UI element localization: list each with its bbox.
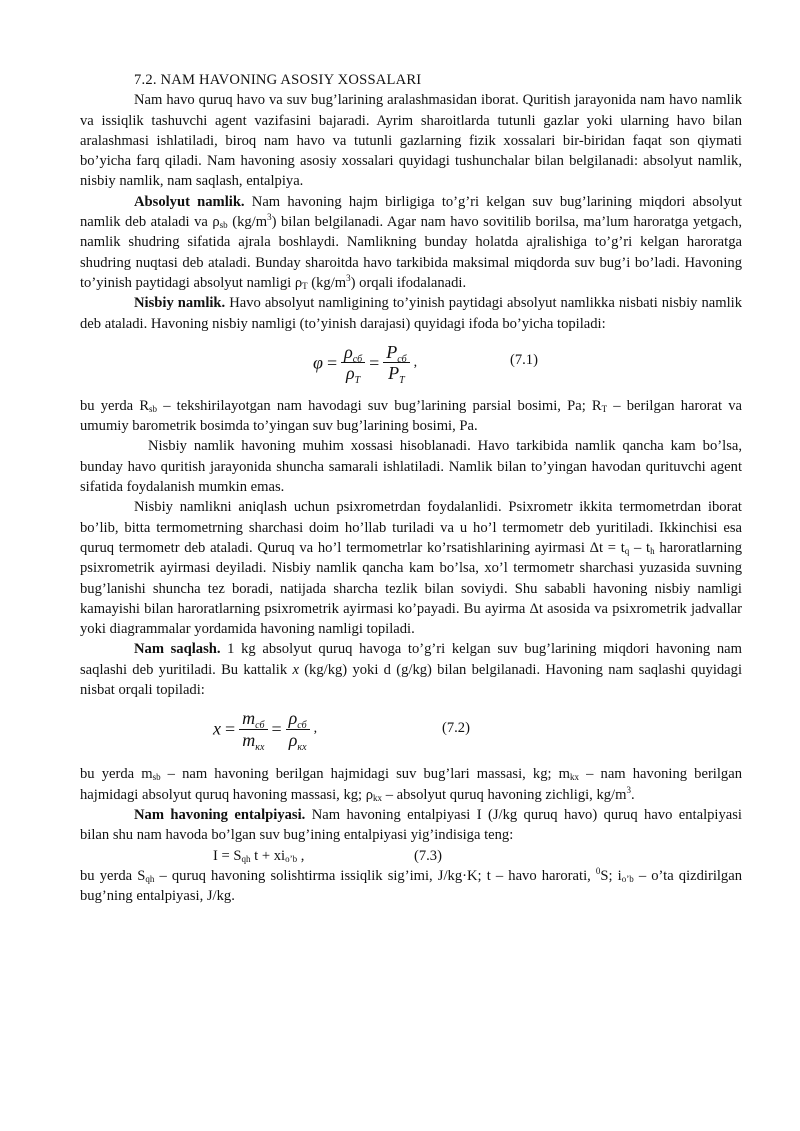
paragraph-psychrometer: Nisbiy namlikni aniqlash uchun psixrometrdan foydalanlidi. Psixrometr ikkita termometrdan iborat bo’lib, bitta termometrning sharchasi doim ho’llab turiladi va u ho’l termometr deb yuritiladi. Ikkinchisi esa quruq termometr deb ataladi. Quruq va ho’l termometrlar ko’rsatishlarining ayirmasi $\Delta t = t_q - t_h$ haroratlarning psixrometrik ayirmasi deyiladi. Nisbiy namlik qancha kam bo’lsa, xo’l termometr sharchasi yuzasida suvning bug’lanishi shuncha tez boradi, natijada sharcha tezlik bilan soviydi. Shu sababli havoning nisbiy namligi kamayishi bilan haroratlarning psixrometrik ayirmasi ko’payadi. Bu ayirma Δt asosida va psixrometrik jadvallar yoki diagrammalar yordamida havoning namligi topiladi. (80, 499, 742, 638)
paragraph-enthalpy: Nam havoning entalpiyasi. Nam havoning entalpiyasi I (J/kg quruq havo) quruq havo entalpiyasi bilan shu nam havoda bo’lgan suv bug’ining entalpiyasi yig’indisiga teng: (80, 806, 742, 844)
term-relative-humidity: Nisbiy namlik. (134, 295, 226, 312)
term-absolute-humidity: Absolyut namlik. (134, 193, 245, 210)
term-moisture-content: Nam saqlash. (134, 641, 221, 658)
document-page (80, 70, 742, 906)
paragraph-intro: Nam havo quruq havo va suv bug’larining aralashmasidan iborat. Quritish jarayonida nam havo namlik va issiqlik tashuvchi agent vazifasini bajaradi. Ayrim sharoitlarda tutunli gazlar yoki ularning havo bilan aralashmasi ishlatiladi, biroq nam havo va tutunli gazlarning fizik xossalari bir-biridan faqat son qiymati bo’yicha farq qiladi. Nam havoning asosiy xossalari quyidagi tushunchalar bilan belgilanadi: absolyut namlik, nisbiy namlik, nam saqlash, entalpiya. (80, 92, 742, 190)
formula-7-3: $I = S_{qh}$ $t + xi_{o’b}$ , (7.3) (80, 846, 742, 866)
paragraph-moisture-content: Nam saqlash. 1 kg absolyut quruq havoga to’g’ri kelgan suv bug’larining miqdori havoning nam saqlashi deb yuritiladi. Bu kattalik x (kg/kg) yoki d (g/kg) bilan belgilanadi. Havoning nam saqlashi quyidagi nisbat orqali topiladi: (80, 641, 743, 699)
paragraph-where-2: bu yerda $m_{sb}$ – nam havoning berilgan hajmidagi suv bug’lari massasi, kg; $m_{kx}$ – nam havoning berilgan hajmidagi absolyut quruq havoning massasi, kg; $\rho_{kx}$ – absolyut quruq havoning zichligi, $kg/m^3$. (80, 766, 742, 803)
section-heading: 7.2. NAM HAVONING ASOSIY XOSSALARI (134, 72, 422, 88)
paragraph-relative-humidity: Nisbiy namlik. Havo absolyut namligining to’yinish paytidagi absolyut namlikka nisbati nisbiy namlik deb ataladi. Havoning nisbiy namligi (to’yinish darajasi) quyidagi ifoda bo’yicha topiladi: (80, 295, 742, 332)
paragraph-relative-importance: Nisbiy namlik havoning muhim xossasi hisoblanadi. Havo tarkibida namlik qancha kam bo’lsa, bunday havo quritish jarayonida shuncha samarali ishlatiladi. Namlik bilan to’yingan havodan qurituvchi agent sifatida foydalanish mumkin emas. (80, 438, 742, 496)
formula-7-1: φ = $\frac{\rho_{сб}}{\rho_T}$ = $\frac{P_{сб}}{P_T}$ , (7.1) (313, 341, 538, 387)
equation-number-7-2: (7.2) (442, 720, 470, 737)
formula-7-2: x = $\frac{m_{сб}}{m_{кх}}$ = $\frac{\rho_{сб}}{\rho_{кх}}$ , (7.2) (213, 708, 470, 753)
equation-number-7-3: (7.3) (414, 847, 442, 864)
term-enthalpy: Nam havoning entalpiyasi. (134, 806, 306, 823)
paragraph-where-1: bu yerda $R_{sb}$ – tekshirilayotgan nam havodagi suv bug’larining parsial bosimi, Pa; $R_T$ – berilgan harorat va umumiy barometrik bosimda to’yingan suv bug’larining bosimi, Pa. (80, 397, 742, 435)
paragraph-absolute-humidity: Absolyut namlik. Nam havoning hajm birligiga to’g’ri kelgan suv bug’larining miqdori absolyut namlik deb ataladi va $\rho_{sb}$ $(kg/m^3)$ bilan belgilanadi. Agar nam havo sovitilib borilsa, ma’lum haroratga yetgach, namlik shudring sifatida ajrala boshlaydi. Namlikning bunday holatda ajralishiga to’g’ri kelgan haroratga shudring nuqtasi deb ataladi. Bunday sharoitda havo tarkibida maksimal miqdorda suv bug’i bo’ladi. Havoning to’yinish paytidagi absolyut namligi $\rho_T$ $(kg/m^3)$ orqali ifodalanadi. (80, 193, 742, 291)
equation-number-7-1: (7.1) (510, 351, 538, 368)
paragraph-where-3: bu yerda $S_{qh}$ – quruq havoning solishtirma issiqlik sig’imi, J/kg·K; t – havo harorati, $^0$S; $i_{o’b}$ – o’ta qizdirilgan bug’ning entalpiyasi, J/kg. (80, 865, 743, 904)
